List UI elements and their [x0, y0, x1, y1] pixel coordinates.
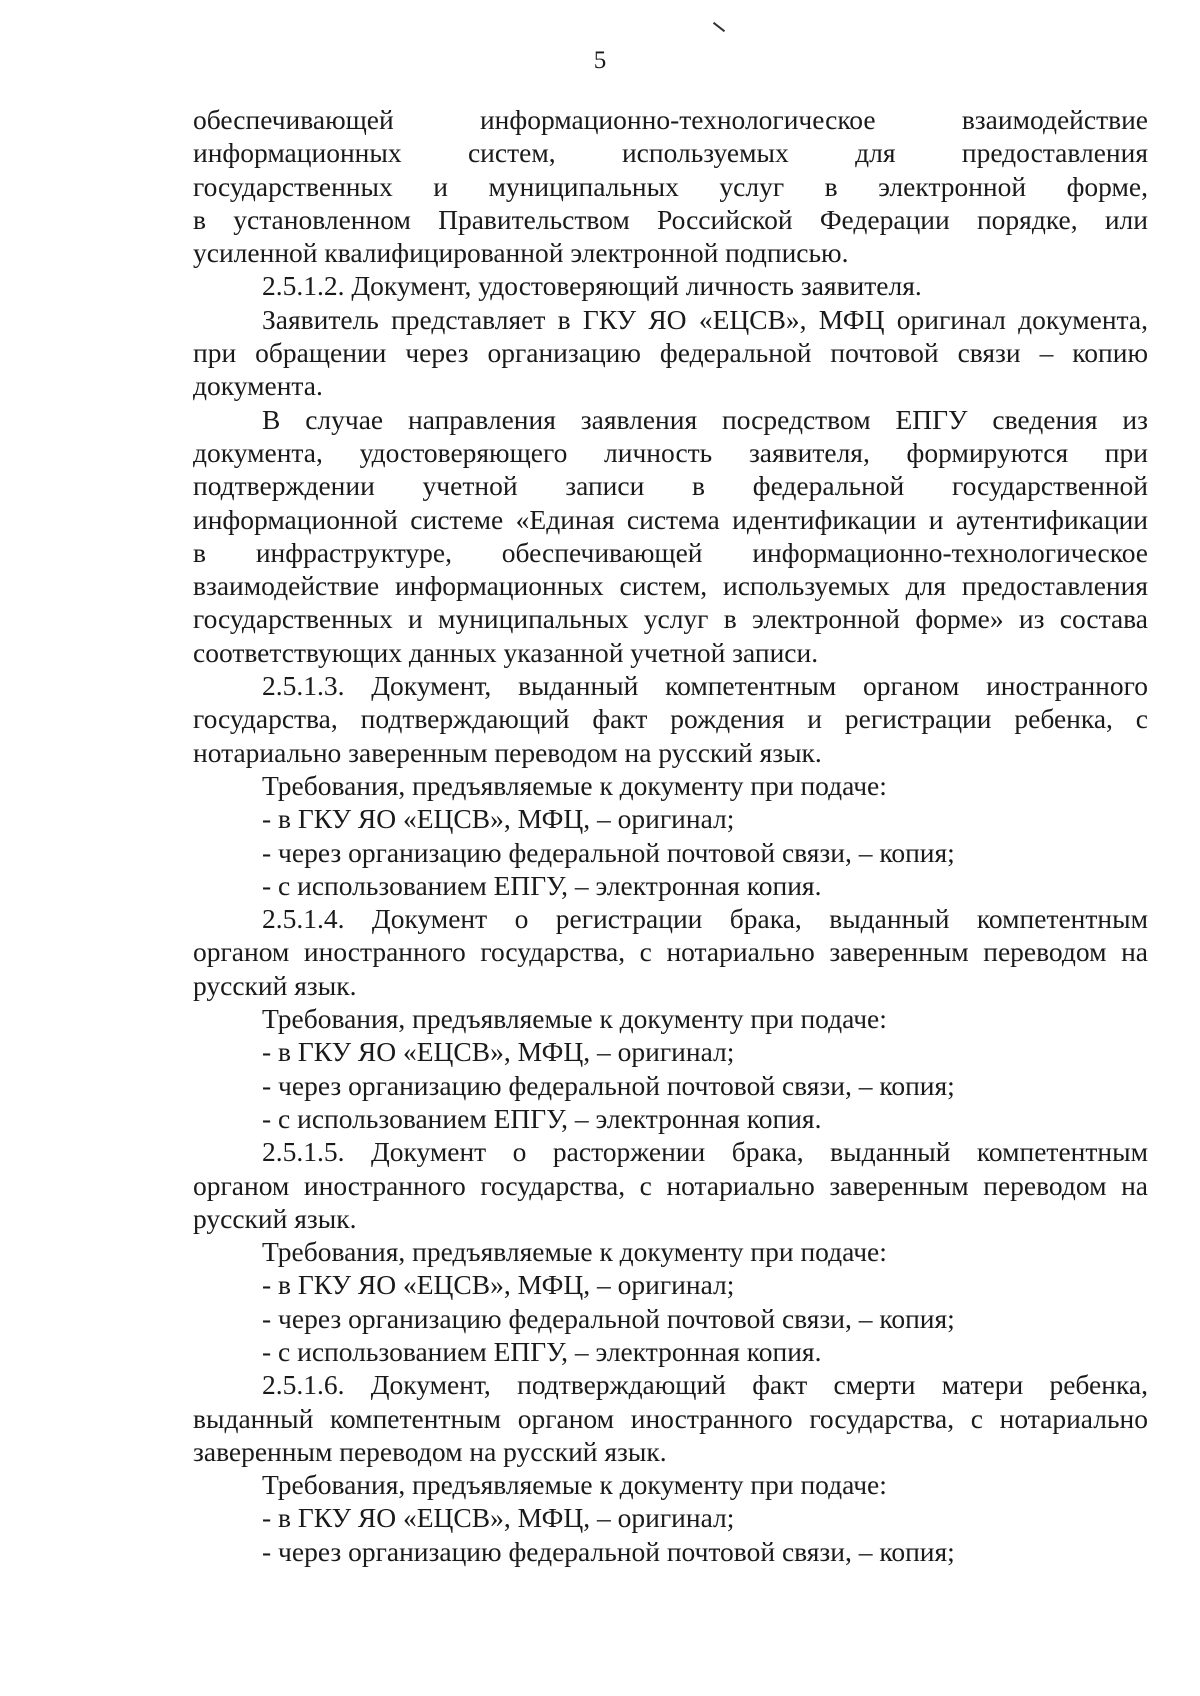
text-line: - через организацию федеральной почтовой связи, – копия; [262, 1069, 955, 1101]
text-line: соответствующих данных указанной учетной записи. [193, 636, 819, 668]
text-line: государственных и муниципальных услуг в электронной форме» из состава [193, 603, 1148, 635]
text-line: 2.5.1.3. Документ, выданный компетентным органом иностранного [262, 670, 1148, 702]
text-line: Заявитель представляет в ГКУ ЯО «ЕЦСВ», МФЦ оригинал документа, [262, 303, 1148, 335]
text-line: государственных и муниципальных услуг в электронной форме, [193, 170, 1148, 202]
text-line: взаимодействие информационных систем, используемых для предоставления [193, 570, 1148, 602]
text-line: обеспечивающей информационно-технологическое взаимодействие [193, 104, 1148, 135]
text-line: информационных систем, используемых для предоставления [193, 137, 1148, 169]
text-line: В случае направления заявления посредством ЕПГУ сведения из [262, 403, 1148, 435]
text-line: органом иностранного государства, с нотариально заверенным переводом на [193, 936, 1148, 968]
text-line: в установленном Правительством Российской Федерации порядке, или [193, 203, 1148, 235]
text-line: - в ГКУ ЯО «ЕЦСВ», МФЦ, – оригинал; [262, 803, 735, 835]
scan-artifact [713, 22, 725, 32]
text-line: информационной системе «Единая система идентификации и аутентификации [193, 503, 1148, 535]
page-number: 5 [593, 47, 607, 74]
text-line: русский язык. [193, 1202, 357, 1234]
text-line: - с использованием ЕПГУ, – электронная копия. [262, 869, 822, 901]
text-line: Требования, предъявляемые к документу при подаче: [262, 769, 887, 801]
text-line: русский язык. [193, 969, 357, 1001]
document-body [193, 103, 1148, 1568]
text-line: - через организацию федеральной почтовой связи, – копия; [262, 1535, 955, 1567]
text-line: - через организацию федеральной почтовой связи, – копия; [262, 836, 955, 868]
text-line: - через организацию федеральной почтовой связи, – копия; [262, 1302, 955, 1334]
text-line: органом иностранного государства, с нотариально заверенным переводом на [193, 1169, 1148, 1201]
text-line: нотариально заверенным переводом на русский язык. [193, 736, 822, 768]
text-line: - с использованием ЕПГУ, – электронная копия. [262, 1335, 822, 1367]
text-line: при обращении через организацию федеральной почтовой связи – копию [193, 337, 1148, 369]
text-line: - в ГКУ ЯО «ЕЦСВ», МФЦ, – оригинал; [262, 1036, 735, 1068]
text-line: - в ГКУ ЯО «ЕЦСВ», МФЦ, – оригинал; [262, 1269, 735, 1301]
text-line: выданный компетентным органом иностранного государства, с нотариально [193, 1402, 1148, 1434]
text-line: в инфраструктуре, обеспечивающей информационно-технологическое [193, 536, 1148, 568]
text-line: Требования, предъявляемые к документу при подаче: [262, 1469, 887, 1501]
text-line: усиленной квалифицированной электронной подписью. [193, 237, 849, 269]
text-line: документа, удостоверяющего личность заявителя, формируются при [193, 436, 1148, 468]
text-line: Требования, предъявляемые к документу при подаче: [262, 1236, 887, 1268]
text-line: - с использованием ЕПГУ, – электронная копия. [262, 1102, 822, 1134]
text-line: 2.5.1.6. Документ, подтверждающий факт смерти матери ребенка, [262, 1369, 1148, 1401]
text-line: 2.5.1.5. Документ о расторжении брака, выданный компетентным [262, 1136, 1148, 1168]
text-line: - в ГКУ ЯО «ЕЦСВ», МФЦ, – оригинал; [262, 1502, 735, 1534]
text-line: государства, подтверждающий факт рождения и регистрации ребенка, с [193, 703, 1148, 735]
text-line: 2.5.1.2. Документ, удостоверяющий личность заявителя. [262, 270, 922, 302]
text-line: заверенным переводом на русский язык. [193, 1435, 667, 1467]
text-line: 2.5.1.4. Документ о регистрации брака, выданный компетентным [262, 903, 1148, 935]
text-line: подтверждении учетной записи в федеральной государственной [193, 470, 1148, 502]
text-line: документа. [193, 370, 323, 402]
text-line: Требования, предъявляемые к документу при подаче: [262, 1003, 887, 1035]
